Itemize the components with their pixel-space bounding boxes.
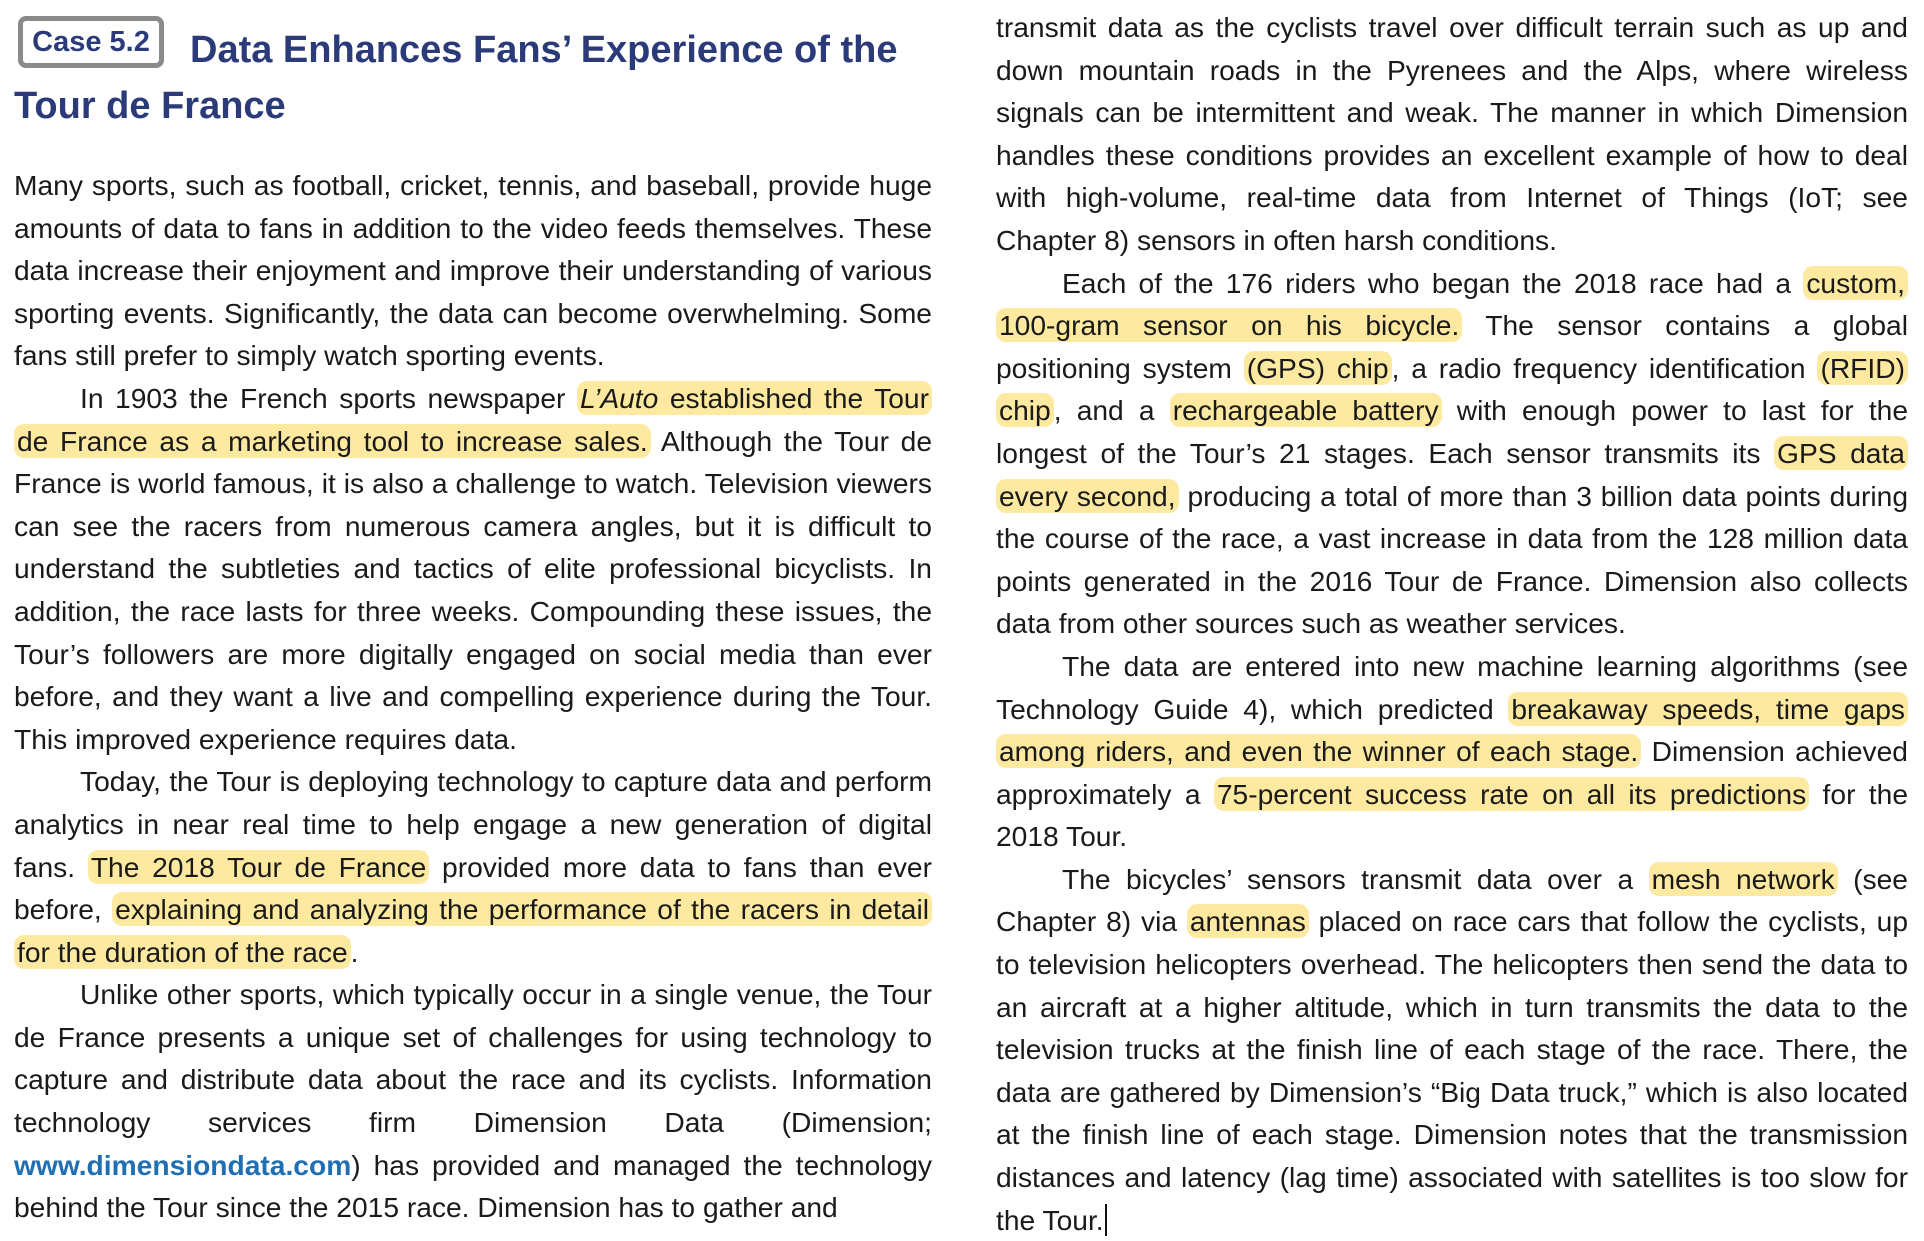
text-run: . <box>350 935 359 968</box>
highlighted-text: custom, 100-gram sensor on his bicycle. <box>996 266 1908 343</box>
text-run: The bicycles’ sensors transmit data over a <box>1062 862 1649 895</box>
dimensiondata-link[interactable]: www.dimensiondata.com <box>14 1148 352 1181</box>
text-run: Dimension achieved approximately a <box>996 735 1908 810</box>
case-header <box>14 0 932 156</box>
highlight-run: established the Tour de France as a marketing tool to increase sales. <box>17 381 929 457</box>
text-run: Today, the Tour is deploying technology to capture data and perform analytics in near real time to help engage a new generation of digital fans. <box>14 765 932 883</box>
highlighted-text: mesh network <box>1649 862 1838 896</box>
left-column <box>14 0 932 1229</box>
text-run: producing a total of more than 3 billion data points during the course of the race, a vast increase in data from the 128 million data points generated in the 2016 Tour de France. Dimension also collects data from other sources such as weather services. <box>996 479 1909 640</box>
case-badge: Case 5.2 <box>18 16 164 68</box>
text-run: , a radio frequency identification <box>1391 351 1818 384</box>
paragraph-network <box>996 858 1908 1241</box>
text-run: The sensor contains a global positioning system <box>996 309 1908 384</box>
paragraph-intro: Many sports, such as football, cricket, tennis, and baseball, provide huge amounts of data to fans in addition to the video feeds themselves. These data increase their enjoyment and improve their understanding of various sporting events. Significantly, the data can become overwhelming. Some fans still prefer to simply watch sporting events. <box>14 169 932 372</box>
paragraph-sensors <box>996 262 1908 645</box>
text-run: The data are entered into new machine learning algorithms (see Technology Guide 4), which predicted <box>996 649 1908 725</box>
right-column <box>996 0 1908 1241</box>
highlighted-text: The 2018 Tour de France <box>88 850 430 884</box>
text-cursor <box>1105 1204 1107 1236</box>
text-run: with enough power to last for the longest of the Tour’s 21 stages. Each sensor transmits its <box>996 394 1909 469</box>
text-run: Each of the 176 riders who began the 2018 race had a <box>1062 266 1804 299</box>
case-title: Data Enhances Fans’ Experience of the Tour de France <box>14 29 898 127</box>
highlighted-text: rechargeable battery <box>1170 393 1442 427</box>
highlighted-text: (GPS) chip <box>1244 351 1392 385</box>
highlighted-text: antennas <box>1187 904 1309 938</box>
newspaper-name: L’Auto <box>579 381 659 414</box>
text-run: Unlike other sports, which typically occur in a single venue, the Tour de France presents a unique set of challenges for using technology to capture and distribute data about the race and its cyclists. Information technology services firm Dimension Data (Dimension; <box>14 978 932 1139</box>
highlighted-text: breakaway speeds, time gaps among riders, and even the winner of each stage. <box>996 692 1908 769</box>
text-run: ) has provided and managed the technology behind the Tour since the 2015 race. Dimension has to gather and <box>14 1148 932 1224</box>
highlighted-text: GPS data every second, <box>996 436 1908 513</box>
paragraph-today <box>14 760 932 973</box>
highlighted-text: (RFID) chip <box>996 351 1908 428</box>
text-run: Although the Tour de France is world famous, it is also a challenge to watch. Television viewers can see the racers from numerous camera angles, but it is difficult to understand the subtleties and tactics of elite professional bicyclists. In addition, the race lasts for three weeks. Compounding these issues, the Tour’s followers are more digitally engaged on social media than ever before, and they want a live and compelling experience during the Tour. This improved experience requires data. <box>14 424 932 755</box>
text-run: placed on race cars that follow the cyclists, up to television helicopters overhead. The helicopters then send the data to an aircraft at a higher altitude, which in turn transmits the data to the television trucks at the finish line of each stage of the race. There, the data are gathered by Dimension’s “Big Data truck,” which is also located at the finish line of each stage. Dimension notes that the transmission distances and latency (lag time) associated with satellites is too slow for the Tour. <box>996 905 1908 1236</box>
text-run: (see Chapter 8) via <box>996 862 1908 938</box>
highlighted-text: explaining and analyzing the performance of the racers in detail for the duration of the race <box>14 892 932 969</box>
text-run: In 1903 the French sports newspaper <box>80 381 577 414</box>
paragraph-history <box>14 377 932 760</box>
paragraph-algorithms <box>996 645 1908 858</box>
text-run: , and a <box>1053 394 1170 427</box>
highlighted-text: 75-percent success rate on all its predictions <box>1214 777 1809 811</box>
text-run: for the 2018 Tour. <box>996 777 1908 853</box>
paragraph-challenges <box>14 973 932 1229</box>
paragraph-continued: transmit data as the cyclists travel over difficult terrain such as up and down mountain roads in the Pyrenees and the Alps, where wireless signals can be intermittent and weak. The manner in which Dimension handles these conditions provides an excellent example of how to deal with high-volume, real-time data from Internet of Things (IoT; see Chapter 8) sensors in often harsh conditions. <box>996 11 1908 256</box>
text-run: provided more data to fans than ever before, <box>14 850 932 926</box>
